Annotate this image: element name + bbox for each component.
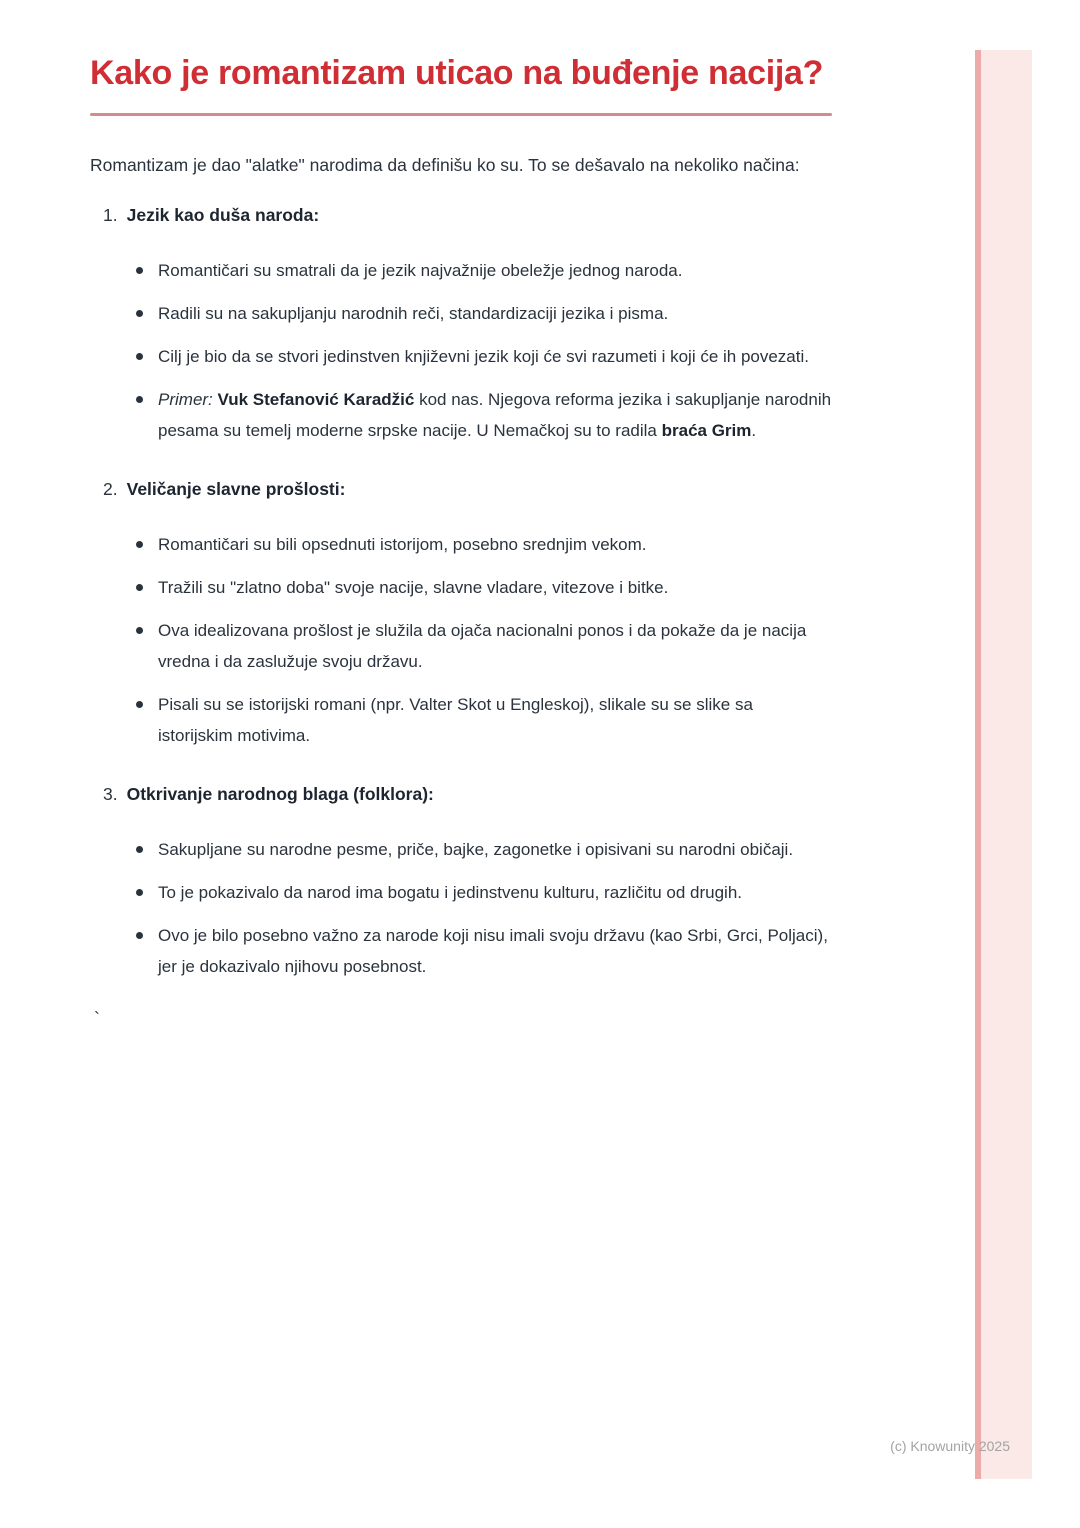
bullet-item — [90, 255, 832, 286]
bullet-dot-icon — [136, 846, 143, 853]
intro-paragraph: Romantizam je dao "alatke" narodima da definišu ko su. To se dešavalo na nekoliko načina: — [90, 155, 800, 175]
bullet-dot-icon — [136, 353, 143, 360]
bullet-item — [90, 529, 832, 560]
section-heading: Otkrivanje narodnog blaga (folklora): — [126, 784, 434, 804]
bullet-item — [90, 615, 832, 677]
numbered-section — [90, 779, 832, 982]
bullet-dot-icon — [136, 701, 143, 708]
section-number: 1. — [103, 205, 118, 225]
text-run: Cilj je bio da se stvori jedinstven književni jezik koji će svi razumeti i koji će ih povezati. — [158, 347, 809, 366]
text-run: Romantičari su smatrali da je jezik najvažnije obeležje jednog naroda. — [158, 261, 683, 280]
numbered-section — [90, 474, 832, 751]
document-body — [90, 50, 832, 1035]
section-heading: Jezik kao duša naroda: — [126, 205, 320, 225]
section-heading: Veličanje slavne prošlosti: — [126, 479, 346, 499]
title-underline — [90, 113, 832, 116]
bullet-dot-icon — [136, 627, 143, 634]
bullet-dot-icon — [136, 541, 143, 548]
bullet-dot-icon — [136, 267, 143, 274]
section-heading-row — [90, 474, 832, 505]
bullet-item — [90, 877, 832, 908]
text-run: Ovo je bilo posebno važno za narode koji nisu imali svoju državu (kao Srbi, Grci, Poljaci), jer je dokazivalo njihovu posebnost. — [158, 926, 828, 976]
bullet-list — [90, 529, 832, 751]
text-run: Sakupljane su narodne pesme, priče, bajke, zagonetke i opisivani su narodni običaji. — [158, 840, 794, 859]
section-number: 2. — [103, 479, 118, 499]
section-heading-row — [90, 779, 832, 810]
bullet-item — [90, 689, 832, 751]
bullet-list — [90, 255, 832, 446]
text-run: To je pokazivalo da narod ima bogatu i jedinstvenu kulturu, različitu od drugih. — [158, 883, 743, 902]
bullet-dot-icon — [136, 932, 143, 939]
bullet-item — [90, 298, 832, 329]
page-title: Kako je romantizam uticao na buđenje nacija? — [90, 54, 824, 92]
bullet-dot-icon — [136, 584, 143, 591]
bullet-item — [90, 572, 832, 603]
stray-backtick: ` — [94, 1009, 100, 1029]
section-number: 3. — [103, 784, 118, 804]
text-run: Ova idealizovana prošlost je služila da ojača nacionalni ponos i da pokaže da je nacija vredna i da zaslužuje svoju državu. — [158, 621, 807, 671]
text-run: Pisali su se istorijski romani (npr. Valter Skot u Engleskoj), slikale su se slike sa istorijskim motivima. — [158, 695, 753, 745]
text-run: kod nas. Njegova reforma jezika i sakupljanje narodnih pesama su temelj moderne srpske nacije. U Nemačkoj su to radila — [158, 390, 832, 440]
bullet-item — [90, 920, 832, 982]
text-run: Tražili su "zlatno doba" svoje nacije, slavne vladare, vitezove i bitke. — [158, 578, 669, 597]
sections — [90, 200, 832, 982]
text-run: Vuk Stefanović Karadžić — [217, 390, 415, 409]
text-run: Radili su na sakupljanju narodnih reči, standardizaciji jezika i pisma. — [158, 304, 669, 323]
page-edge-band — [975, 50, 1032, 1479]
section-heading-row — [90, 200, 832, 231]
copyright-footer: (c) Knowunity 2025 — [890, 1438, 1010, 1454]
bullet-item — [90, 384, 832, 446]
bullet-dot-icon — [136, 310, 143, 317]
text-run: braća Grim — [661, 421, 752, 440]
bullet-item — [90, 834, 832, 865]
text-run: Primer: — [158, 390, 213, 409]
numbered-section — [90, 200, 832, 446]
text-run: Romantičari su bili opsednuti istorijom, posebno srednjim vekom. — [158, 535, 647, 554]
bullet-list — [90, 834, 832, 982]
bullet-dot-icon — [136, 889, 143, 896]
bullet-item — [90, 341, 832, 372]
text-run: . — [751, 421, 757, 440]
bullet-dot-icon — [136, 396, 143, 403]
